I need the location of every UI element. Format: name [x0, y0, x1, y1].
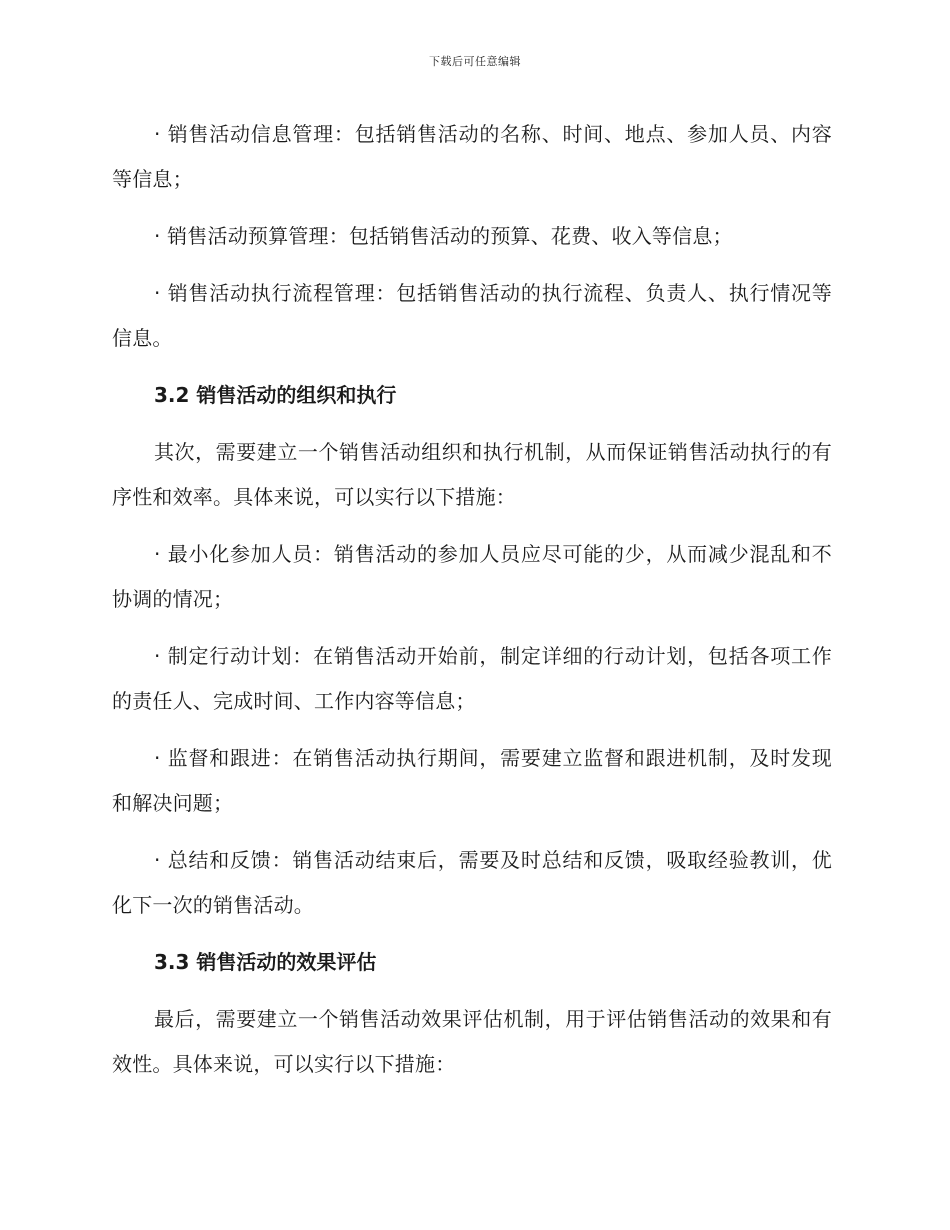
bullet-activity-budget-management: · 销售活动预算管理：包括销售活动的预算、花费、收入等信息；: [154, 224, 733, 248]
document-body: [112, 112, 832, 1099]
bullet-action-plan: · 制定行动计划：在销售活动开始前，制定详细的行动计划，包括各项工作的责任人、完成时间、工作内容等信息；: [112, 644, 832, 713]
bullet-summary-feedback: · 总结和反馈：销售活动结束后，需要及时总结和反馈，吸取经验教训，优化下一次的销售活动。: [112, 848, 832, 917]
section-heading-3-2: 3.2 销售活动的组织和执行: [154, 383, 397, 407]
bullet-supervision-follow-up: · 监督和跟进：在销售活动执行期间，需要建立监督和跟进机制，及时发现和解决问题；: [112, 746, 832, 815]
paragraph-evaluation-intro: 最后，需要建立一个销售活动效果评估机制，用于评估销售活动的效果和有效性。具体来说，可以实行以下措施：: [112, 1007, 832, 1076]
paragraph-organization-intro: 其次，需要建立一个销售活动组织和执行机制，从而保证销售活动执行的有序性和效率。具体来说，可以实行以下措施：: [112, 440, 832, 509]
bullet-activity-process-management: · 销售活动执行流程管理：包括销售活动的执行流程、负责人、执行情况等信息。: [112, 281, 832, 350]
page-header: 下载后可任意编辑: [429, 55, 521, 68]
section-heading-3-3: 3.3 销售活动的效果评估: [154, 950, 377, 974]
bullet-minimize-participants: · 最小化参加人员：销售活动的参加人员应尽可能的少，从而减少混乱和不协调的情况；: [112, 542, 832, 611]
bullet-activity-info-management: · 销售活动信息管理：包括销售活动的名称、时间、地点、参加人员、内容等信息；: [112, 122, 832, 191]
